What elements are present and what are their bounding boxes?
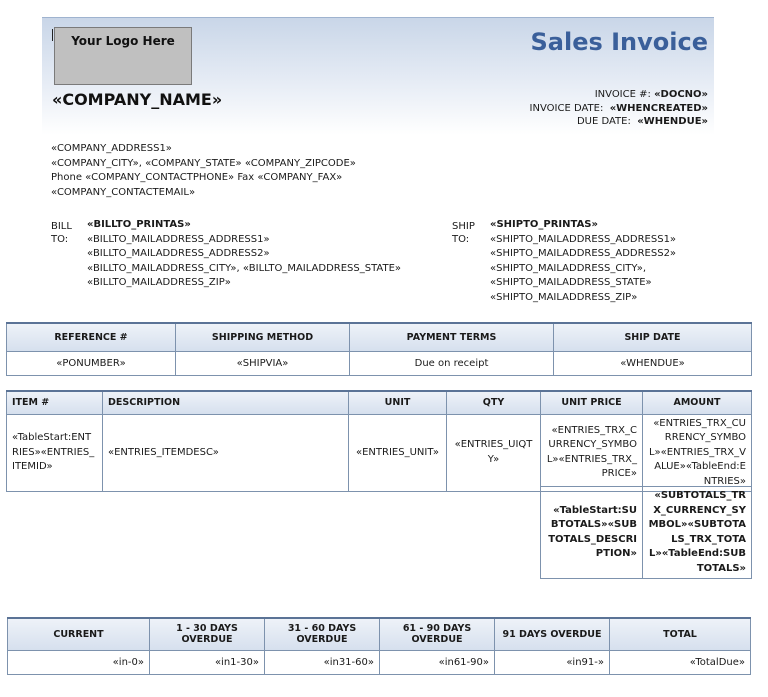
ship-to-name: «SHIPTO_PRINTAS» xyxy=(490,219,598,230)
order-info-table xyxy=(6,322,752,376)
invoice-number-label: INVOICE #: xyxy=(594,89,651,100)
bill-to-line: «BILLTO_MAILADDRESS_ADDRESS2» xyxy=(87,248,270,259)
logo-placeholder xyxy=(54,27,192,85)
total-value: «TotalDue» xyxy=(610,650,751,674)
overdue-31-60-header: 31 - 60 DAYS OVERDUE xyxy=(265,618,380,650)
overdue-61-90-header: 61 - 90 DAYS OVERDUE xyxy=(380,618,495,650)
table-row xyxy=(7,414,752,492)
description-cell: «ENTRIES_ITEMDESC» xyxy=(103,414,349,492)
shipping-method-header: SHIPPING METHOD xyxy=(176,323,350,351)
current-header: CURRENT xyxy=(8,618,150,650)
ship-to-line: «SHIPTO_MAILADDRESS_ADDRESS2» xyxy=(490,248,677,259)
to-label-word: TO: xyxy=(452,234,470,245)
items-table xyxy=(6,390,752,492)
invoice-number-value: «DOCNO» xyxy=(654,89,708,100)
overdue-91-header: 91 DAYS OVERDUE xyxy=(495,618,610,650)
reference-value: «PONUMBER» xyxy=(7,351,176,375)
payment-terms-header: PAYMENT TERMS xyxy=(350,323,554,351)
company-address-line: «COMPANY_CITY», «COMPANY_STATE» «COMPANY_ZIPCODE» xyxy=(51,157,356,169)
bill-to-address xyxy=(87,218,401,291)
bill-label-word: BILL xyxy=(51,221,72,232)
qty-header: QTY xyxy=(447,391,541,414)
invoice-number-row xyxy=(530,88,708,102)
due-date-label: DUE DATE: xyxy=(576,116,631,127)
total-header: TOTAL xyxy=(610,618,751,650)
reference-header: REFERENCE # xyxy=(7,323,176,351)
due-date-value: «WHENDUE» xyxy=(637,116,708,127)
invoice-meta xyxy=(530,88,708,129)
unit-price-header: UNIT PRICE xyxy=(541,391,643,414)
company-name: «COMPANY_NAME» xyxy=(52,90,223,109)
current-value: «in-0» xyxy=(8,650,150,674)
payment-terms-value: Due on receipt xyxy=(350,351,554,375)
invoice-title: Sales Invoice xyxy=(530,28,708,56)
company-address-line: «COMPANY_ADDRESS1» xyxy=(51,143,172,154)
table-row xyxy=(8,650,751,674)
invoice-date-value: «WHENCREATED» xyxy=(609,102,708,114)
bill-to-line: «BILLTO_MAILADDRESS_CITY», «BILLTO_MAILADDRESS_STATE» xyxy=(87,262,402,274)
amount-header: AMOUNT xyxy=(643,391,752,414)
ship-to-address xyxy=(490,218,676,305)
aging-table xyxy=(7,617,751,675)
table-row xyxy=(541,487,752,579)
unit-cell: «ENTRIES_UNIT» xyxy=(349,414,447,492)
due-date-row xyxy=(530,115,708,129)
to-label-word: TO: xyxy=(51,234,69,245)
text-cursor xyxy=(52,29,53,41)
overdue-91-value: «in91-» xyxy=(495,650,610,674)
bill-to-label xyxy=(51,220,81,246)
subtotals-description-cell: «TableStart:SUBTOTALS»«SUBTOTALS_DESCRIPTION» xyxy=(541,487,643,579)
ship-to-line: «SHIPTO_MAILADDRESS_STATE» xyxy=(490,277,652,288)
invoice-date-row xyxy=(530,102,708,116)
unit-header: UNIT xyxy=(349,391,447,414)
company-email-line: «COMPANY_CONTACTEMAIL» xyxy=(51,186,196,198)
overdue-31-60-value: «in31-60» xyxy=(265,650,380,674)
shipping-method-value: «SHIPVIA» xyxy=(176,351,350,375)
subtotals-table xyxy=(540,486,752,579)
overdue-1-30-value: «in1-30» xyxy=(150,650,265,674)
invoice-date-label: INVOICE DATE: xyxy=(529,102,604,114)
ship-label-word: SHIP xyxy=(452,221,475,232)
item-number-header: ITEM # xyxy=(7,391,103,414)
ship-date-header: SHIP DATE xyxy=(554,323,752,351)
ship-to-line: «SHIPTO_MAILADDRESS_CITY», xyxy=(490,262,647,274)
overdue-1-30-header: 1 - 30 DAYS OVERDUE xyxy=(150,618,265,650)
ship-to-label xyxy=(452,220,482,246)
subtotals-amount-cell: «SUBTOTALS_TRX_CURRENCY_SYMBOL»«SUBTOTALS_TRX_TOTAL»«TableEnd:SUBTOTALS» xyxy=(643,487,752,579)
unit-price-cell: «ENTRIES_TRX_CURRENCY_SYMBOL»«ENTRIES_TRX_PRICE» xyxy=(541,414,643,492)
amount-cell: «ENTRIES_TRX_CURRENCY_SYMBOL»«ENTRIES_TRX_VALUE»«TableEnd:ENTRIES» xyxy=(643,414,752,492)
overdue-61-90-value: «in61-90» xyxy=(380,650,495,674)
company-address xyxy=(51,142,356,200)
ship-date-value: «WHENDUE» xyxy=(554,351,752,375)
qty-cell: «ENTRIES_UIQTY» xyxy=(447,414,541,492)
bill-to-line: «BILLTO_MAILADDRESS_ZIP» xyxy=(87,277,231,288)
logo-text: Your Logo Here xyxy=(71,34,175,48)
bill-to-name: «BILLTO_PRINTAS» xyxy=(87,219,191,230)
ship-to-line: «SHIPTO_MAILADDRESS_ADDRESS1» xyxy=(490,233,677,245)
bill-to-line: «BILLTO_MAILADDRESS_ADDRESS1» xyxy=(87,233,270,245)
ship-to-line: «SHIPTO_MAILADDRESS_ZIP» xyxy=(490,291,638,303)
description-header: DESCRIPTION xyxy=(103,391,349,414)
item-number-cell: «TableStart:ENTRIES»«ENTRIES_ITEMID» xyxy=(7,414,103,492)
company-contact-line: Phone «COMPANY_CONTACTPHONE» Fax «COMPANY_FAX» xyxy=(51,172,343,183)
